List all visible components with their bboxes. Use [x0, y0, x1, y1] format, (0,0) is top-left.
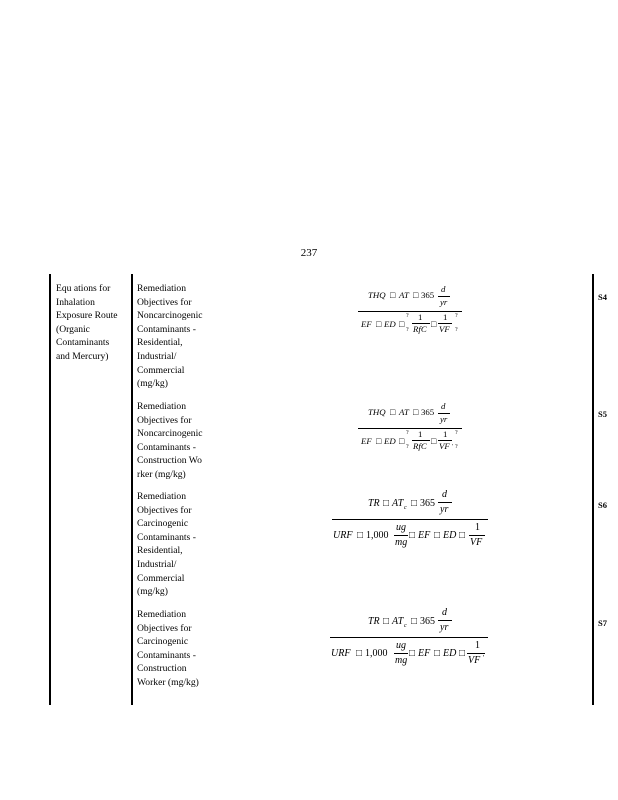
- section-label: Equ ations for Inhalation Exposure Route (Organic Contaminants and Mercury): [56, 283, 118, 362]
- row-label-s6: Remediation Objectives for Carcinogenic Contaminants - Residential, Industrial/ Commercial (mg/kg): [137, 491, 196, 598]
- row-label-s4: Remediation Objectives for Noncarcinogenic Contaminants - Residential, Industrial/ Commercial (mg/kg): [137, 283, 203, 390]
- equation-id-s5: S5: [598, 409, 607, 419]
- table-column-divider: [131, 274, 133, 705]
- equation-id-s4: S4: [598, 292, 607, 302]
- row-label-s7: Remediation Objectives for Carcinogenic Contaminants - Construction Worker (mg/kg): [137, 609, 199, 688]
- equation-id-s6: S6: [598, 500, 607, 510]
- row-label-s5: Remediation Objectives for Noncarcinogenic Contaminants - Construction Wo rker (mg/kg): [137, 401, 203, 480]
- table-border-right: [592, 274, 594, 705]
- table-border-left: [49, 274, 51, 705]
- equation-id-s7: S7: [598, 618, 607, 628]
- page-number: 237: [300, 247, 318, 259]
